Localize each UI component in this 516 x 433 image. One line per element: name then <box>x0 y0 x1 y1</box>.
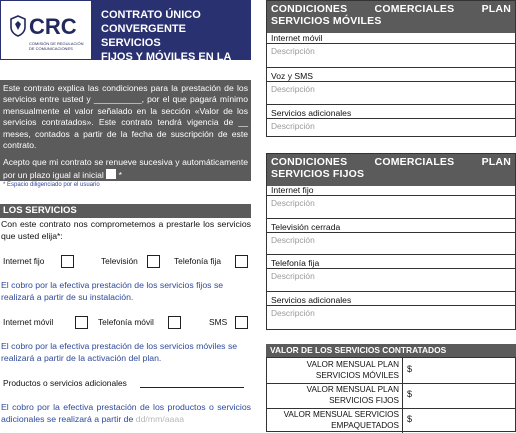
option-label-telefonia-movil: Telefonía móvil <box>98 317 154 327</box>
value-label: VALOR MENSUAL SERVICIOS EMPAQUETADOS <box>267 408 403 433</box>
logo <box>0 0 92 60</box>
description-input[interactable]: Descripción <box>271 46 315 56</box>
services-heading: LOS SERVICIOS <box>0 204 251 218</box>
divider <box>267 43 515 44</box>
value-amount[interactable]: $ <box>407 414 413 424</box>
description-input[interactable]: Descripción <box>271 198 315 208</box>
field-label-internet-movil: Internet móvil <box>271 33 323 43</box>
logo-subtitle: COMISIÓN DE REGULACIÓN DE COMUNICACIONES <box>29 41 84 51</box>
description-input[interactable]: Descripción <box>271 271 315 281</box>
field-label-servicios-adicionales: Servicios adicionales <box>271 295 352 305</box>
description-input[interactable]: Descripción <box>271 235 315 245</box>
value-amount[interactable]: $ <box>407 364 413 374</box>
fixed-billing-note: El cobro por la efectiva prestación de los servicios fijos se realizará a partir de su instalación. <box>1 280 224 302</box>
table-row <box>267 408 515 433</box>
renewal-text: Acepto que mi contrato se renueve sucesiva y automáticamente por un plazo igual al inicial <box>3 157 248 180</box>
option-label-telefonia-fija: Telefonía fija <box>174 256 222 266</box>
logo-text: CRC <box>29 14 77 39</box>
divider <box>267 254 515 255</box>
divider <box>267 195 515 196</box>
mobile-billing-note: El cobro por la efectiva prestación de los servicios móviles se realizará a partir de la activación del plan. <box>1 341 238 363</box>
internet-fijo-checkbox[interactable] <box>61 255 74 268</box>
field-label-television-cerrada: Televisión cerrada <box>271 222 341 232</box>
additional-services-label: Productos o servicios adicionales <box>3 378 127 388</box>
user-field-note: * Espacio diligenciado por el usuario <box>3 182 100 188</box>
divider <box>267 218 515 219</box>
divider <box>267 305 515 306</box>
intro-paragraph: Este contrato explica las condiciones para la prestación de los servicios entre usted y __________, por el que pagará mínimo mensualmente el valor señalado en la sección «Valor de los servicios contratados». Este contrato tendrá vigencia de __ meses, contados a partir de la fecha de suscripción de este contrato. <box>3 83 248 151</box>
document-title: CONTRATO ÚNICO CONVERGENTE SERVICIOS FIJOS Y MÓVILES EN LA MODALIDAD POSPAGO <box>92 0 251 60</box>
services-intro: Con este contrato nos comprometemos a prestarle los servicios que usted elija*: <box>1 219 251 241</box>
mobile-conditions-box <box>266 0 516 137</box>
option-label-internet-movil: Internet móvil <box>3 317 54 327</box>
television-checkbox[interactable] <box>147 255 160 268</box>
additional-billing-note: El cobro por la efectiva prestación de los productos o servicios adicionales se realizará a partir de dd/mm/aaaa <box>1 402 251 424</box>
internet-movil-checkbox[interactable] <box>75 316 88 329</box>
divider <box>267 81 515 82</box>
field-label-voz-sms: Voz y SMS <box>271 71 314 81</box>
divider <box>267 67 515 68</box>
table-row <box>267 383 515 409</box>
crc-shield-icon <box>9 15 27 37</box>
contract-intro: Este contrato explica las condiciones para la prestación de los servicios entre usted y __________, por el que pagará mínimo mensualmente el valor señalado en la sección «Valor de los servicios contratados». Este contrato tendrá vigencia de __ meses, contados a partir de la fecha de suscripción de este contrato. Acepto que mi contrato se renueve sucesiva y automáticamente por un plazo igual al inicial * <box>0 80 251 181</box>
telefonia-fija-checkbox[interactable] <box>235 255 248 268</box>
table-row <box>267 358 515 384</box>
field-label-internet-fijo: Internet fijo <box>271 185 314 195</box>
telefonia-movil-checkbox[interactable] <box>168 316 181 329</box>
option-label-television: Televisión <box>101 256 138 266</box>
value-label: VALOR MENSUAL PLAN SERVICIOS MÓVILES <box>267 358 403 383</box>
description-input[interactable]: Descripción <box>271 84 315 94</box>
values-table <box>266 357 516 432</box>
divider <box>267 232 515 233</box>
value-amount[interactable]: $ <box>407 389 413 399</box>
value-label: VALOR MENSUAL PLAN SERVICIOS FIJOS <box>267 383 403 408</box>
values-heading: VALOR DE LOS SERVICIOS CONTRATADOS <box>266 344 516 357</box>
mobile-conditions-heading: CONDICIONES COMERCIALES PLAN SERVICIOS MÓVILES <box>267 1 515 33</box>
renewal-checkbox[interactable] <box>106 169 116 179</box>
divider <box>267 268 515 269</box>
field-label-servicios-adicionales: Servicios adicionales <box>271 108 352 118</box>
option-label-sms: SMS <box>209 317 228 327</box>
description-input[interactable]: Descripción <box>271 121 315 131</box>
divider <box>267 291 515 292</box>
fixed-conditions-heading: CONDICIONES COMERCIALES PLAN SERVICIOS FIJOS <box>267 154 515 186</box>
option-label-internet-fijo: Internet fijo <box>3 256 45 266</box>
divider <box>267 118 515 119</box>
description-input[interactable]: Descripción <box>271 308 315 318</box>
date-field[interactable]: dd/mm/aaaa <box>135 413 185 424</box>
sms-checkbox[interactable] <box>235 316 248 329</box>
additional-services-line[interactable] <box>140 387 244 388</box>
fixed-conditions-box <box>266 153 516 330</box>
field-label-telefonia-fija: Telefonía fija <box>271 258 320 268</box>
divider <box>267 104 515 105</box>
